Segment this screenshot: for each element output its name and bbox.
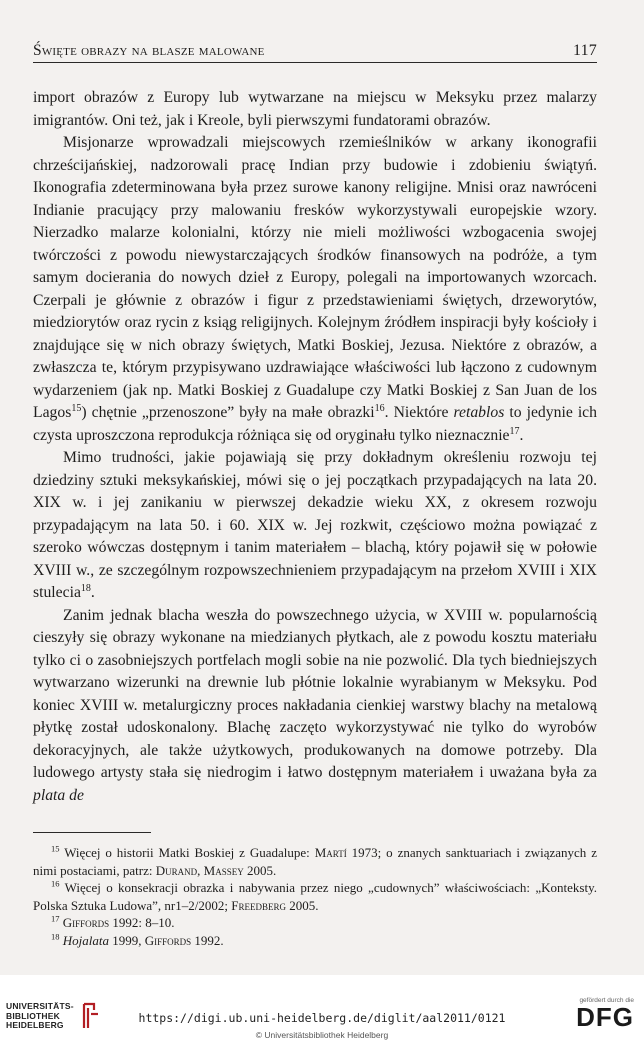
footnote-17: $^{17}$ Giffords 1992: 8–10.: [51, 914, 175, 931]
copyright-notice: © Universitätsbibliothek Heidelberg: [255, 1030, 389, 1040]
running-head: [33, 40, 597, 60]
footnote-ref-18[interactable]: 18: [80, 582, 91, 594]
footnote-15: $^{15}$ Więcej o historii Matki Boskiej z Guadalupe: Martí 1973; o znanych sanktuariach i związanych z nimi postaciami, patrz: Durand, Massey 2005.: [33, 843, 597, 878]
footnote-rule: [33, 832, 151, 833]
paragraph-3: Mimo trudności, jakie pojawiają się przy dokładnym określeniu rozwoju tej dziedziny sztuki meksykańskiej, mówi się o jej początkach przypadających na lata 20. XIX w. i jej zanikaniu w pierwszej dekadzie wieku XX, z okresem rozwoju przypadającym na lata 50. i 60. XIX w. Jej rozkwit, częściowo można powiązać z szeroko wówczas dostępnym i tanim materiałem – blachą, który pojawił się w połowie XVIII w., ze szczególnym rozpowszechnieniem przypadającym na przełom XVIII i XIX stulecia$^{18}$.: [33, 449, 597, 601]
university-library-logo[interactable]: UNIVERSITÄTS- BIBLIOTHEK HEIDELBERG: [6, 1002, 100, 1031]
body-text: [33, 87, 597, 807]
page-number: 117: [572, 42, 597, 59]
viewer-footer: [0, 975, 644, 1044]
digital-copy-link[interactable]: https://digi.ub.uni-heidelberg.de/diglit/aal2011/0121: [138, 1011, 506, 1025]
paragraph-1: import obrazów z Europy lub wytwarzane na miejscu w Meksyku przez malarzy imigrantów. Oni też, jak i Kreole, byli pierwszymi fundatorami obrazów.: [33, 89, 597, 129]
footnote-18: $^{18}$ Hojalata 1999, Giffords 1992.: [51, 931, 224, 948]
paragraph-2: Misjonarze wprowadzali miejscowych rzemieślników w arkany ikonografii chrześcijańskiej, nadzorowali pracę Indian przy budowie i zdobieniu świątyń. Ikonografia zdeterminowana była przez surowe kanony religijne. Mnisi oraz nawróceni Indianie pracujący przy malowaniu fresków wykorzystywali europejskie wzory. Nierzadko malarze kolonialni, którzy nie mieli możliwości wzbogacenia swojej twórczości z powodu niewystarczających środków finansowych na podróże, a tym samym docierania do nowych dzieł z Europy, polegali na importowanych wzorcach. Czerpali je głównie z obrazów i figur z przedstawieniami świętych, drzeworytów, miedziorytów oraz rycin z ksiąg religijnych. Kolejnym źródłem inspiracji były kościoły i znajdujące się w nich obrazy świętych, Matki Boskiej, Jezusa. Niektóre z obrazów, a zwłaszcza te, którym przypisywano uzdrawiające właściwości lub łączono z cudownym wydarzeniem (jak np. Matki Boskiej z Guadalupe czy Matki Boskiej z San Juan de los Lagos$^{15}$) chętnie „przenoszone” były na małe obrazki$^{16}$. Niektóre retablos to jedynie ich czysta uproszczona reprodukcja różniąca się od oryginału tylko nieznacznie$^{17}$.: [33, 134, 597, 444]
footnote-ref-15[interactable]: 15: [71, 402, 82, 414]
footnotes: [33, 844, 597, 950]
footnote-16: $^{16}$ Więcej o konsekracji obrazka i nabywania przez niego „cudownych” właściwościach: „Konteksty. Polska Sztuka Ludowa”, nr1–2/2002; Freedberg 2005.: [33, 878, 597, 913]
running-head-title: Święte obrazy na blasze malowane: [33, 42, 265, 59]
header-rule: [33, 62, 597, 63]
footnote-ref-16[interactable]: 16: [374, 402, 385, 414]
footnote-ref-17[interactable]: 17: [509, 425, 520, 437]
dfg-logo[interactable]: gefördert durch die DFG: [576, 997, 634, 1032]
paragraph-4: Zanim jednak blacha weszła do powszechnego użycia, w XVIII w. popularnością cieszyły się obrazy wykonane na miedzianych płytkach, ale z powodu kosztu materiału tylko ci o zasobniejszych portfelach mogli sobie na nie pozwolić. Dla tych biedniejszych wytwarzano wizerunki na drewnie lub płótnie lokalnie wyrabianym w Meksyku. Pod koniec XVIII w. metalurgiczny proces nakładania cienkiej warstwy blachy na metalową płytkę został udoskonalony. Blachę zaczęto wykorzystywać nie tylko do wyrobów dekoracyjnych, ale także użytkowych, produkowanych na domowe potrzeby. Dla ludowego artysty stała się niedrogim i łatwo dostępnym materiałem i uważana była za plata de: [33, 606, 597, 804]
